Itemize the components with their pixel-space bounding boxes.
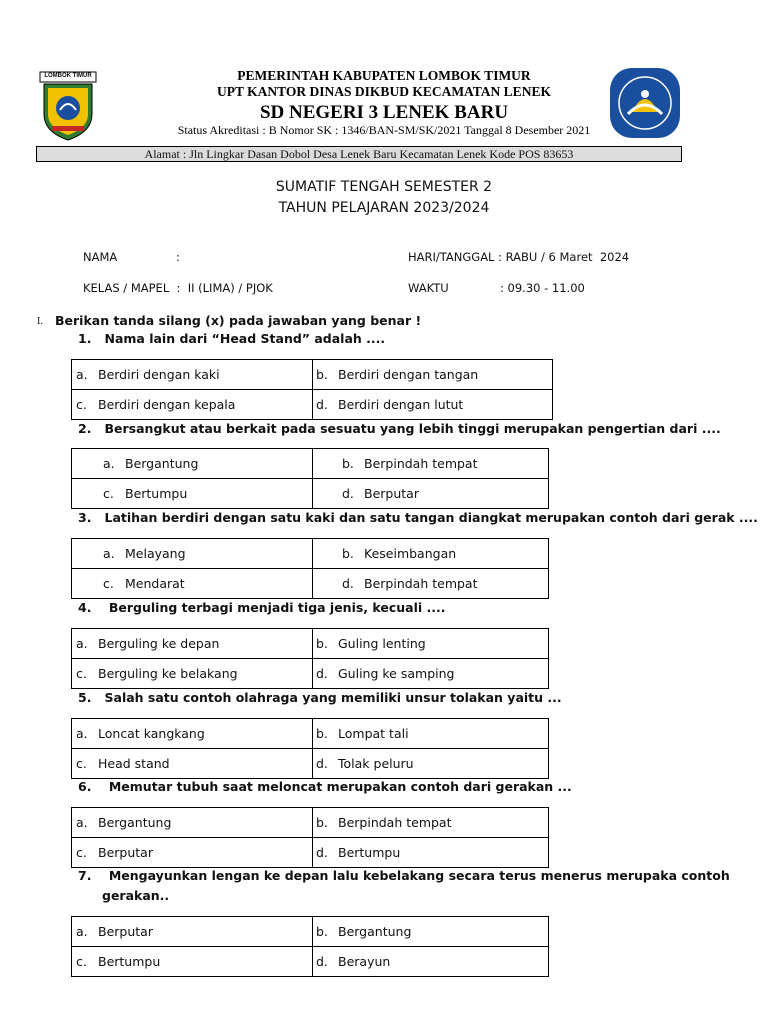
- option-c[interactable]: c. Berdiri dengan kepala: [76, 397, 236, 412]
- name-colon: :: [176, 250, 180, 264]
- option-d[interactable]: d. Berdiri dengan lutut: [316, 397, 464, 412]
- option-c[interactable]: c. Bertumpu: [103, 486, 188, 501]
- option-b[interactable]: b. Keseimbangan: [342, 546, 457, 561]
- options-table-5: [71, 718, 549, 779]
- option-a[interactable]: a. Bergantung: [76, 815, 172, 830]
- question-7: 7. Mengayunkan lengan ke depan lalu kebelakang secara terus menerus merupaka contoh: [78, 868, 730, 883]
- option-c[interactable]: c. Head stand: [76, 756, 170, 771]
- header-government: PEMERINTAH KABUPATEN LOMBOK TIMUR: [237, 68, 531, 83]
- name-label: NAMA: [83, 250, 118, 264]
- options-table-3: [71, 538, 549, 599]
- time-value: : 09.30 - 11.00: [500, 281, 585, 295]
- option-d[interactable]: d. Tolak peluru: [316, 756, 414, 771]
- question-6: 6. Memutar tubuh saat meloncat merupakan contoh dari gerakan ...: [78, 779, 572, 794]
- option-a[interactable]: a. Berguling ke depan: [76, 636, 220, 651]
- section-instruction: Berikan tanda silang (x) pada jawaban yang benar !: [55, 313, 422, 328]
- question-5: 5. Salah satu contoh olahraga yang memiliki unsur tolakan yaitu ...: [78, 690, 562, 705]
- options-table-1: [71, 359, 553, 420]
- option-b[interactable]: b. Guling lenting: [316, 636, 426, 651]
- options-table-2: [71, 448, 549, 509]
- option-c[interactable]: c. Mendarat: [103, 576, 185, 591]
- option-b[interactable]: b. Berpindah tempat: [342, 456, 478, 471]
- option-c[interactable]: c. Berguling ke belakang: [76, 666, 238, 681]
- accreditation-status: Status Akreditasi : B Nomor SK : 1346/BAN-SM/SK/2021 Tanggal 8 Desember 2021: [177, 123, 591, 137]
- option-b[interactable]: b. Berpindah tempat: [316, 815, 452, 830]
- school-year: TAHUN PELAJARAN 2023/2024: [278, 200, 490, 216]
- option-a[interactable]: a. Loncat kangkang: [76, 726, 205, 741]
- option-d[interactable]: d. Bertumpu: [316, 845, 401, 860]
- class-subject-label: KELAS / MAPEL : II (LIMA) / PJOK: [83, 281, 273, 295]
- option-a[interactable]: a. Bergantung: [103, 456, 199, 471]
- options-table-4: [71, 628, 549, 689]
- option-b[interactable]: b. Lompat tali: [316, 726, 409, 741]
- option-b[interactable]: b. Bergantung: [316, 924, 412, 939]
- question-3: 3. Latihan berdiri dengan satu kaki dan satu tangan diangkat merupakan contoh dari gerak ....: [78, 510, 758, 525]
- option-a[interactable]: a. Berputar: [76, 924, 153, 939]
- question-1: 1. Nama lain dari “Head Stand” adalah ....: [78, 331, 386, 346]
- option-d[interactable]: d. Berputar: [342, 486, 419, 501]
- options-table-7: [71, 916, 549, 977]
- option-b[interactable]: b. Berdiri dengan tangan: [316, 367, 479, 382]
- option-d[interactable]: d. Guling ke samping: [316, 666, 455, 681]
- school-address: Alamat : Jln Lingkar Dasan Dobol Desa Lenek Baru Kecamatan Lenek Kode POS 83653: [36, 146, 682, 162]
- option-a[interactable]: a. Berdiri dengan kaki: [76, 367, 220, 382]
- question-7-continued: gerakan..: [102, 888, 170, 903]
- option-c[interactable]: c. Berputar: [76, 845, 153, 860]
- option-c[interactable]: c. Bertumpu: [76, 954, 161, 969]
- header-office: UPT KANTOR DINAS DIKBUD KECAMATAN LENEK: [217, 84, 551, 99]
- question-4: 4. Berguling terbagi menjadi tiga jenis, kecuali ....: [78, 600, 446, 615]
- school-name: SD NEGERI 3 LENEK BARU: [259, 102, 509, 123]
- option-d[interactable]: d. Berpindah tempat: [342, 576, 478, 591]
- day-date-label: HARI/TANGGAL : RABU / 6 Maret 2024: [408, 250, 630, 264]
- question-2: 2. Bersangkut atau berkait pada sesuatu yang lebih tinggi merupakan pengertian dari ....: [78, 421, 721, 436]
- section-numeral: I.: [37, 316, 43, 327]
- exam-title: SUMATIF TENGAH SEMESTER 2: [275, 179, 493, 195]
- left-logo-text: LOMBOK TIMUR: [44, 73, 92, 79]
- option-a[interactable]: a. Melayang: [103, 546, 186, 561]
- time-label: WAKTU: [408, 281, 449, 295]
- options-table-6: [71, 807, 549, 868]
- option-d[interactable]: d. Berayun: [316, 954, 391, 969]
